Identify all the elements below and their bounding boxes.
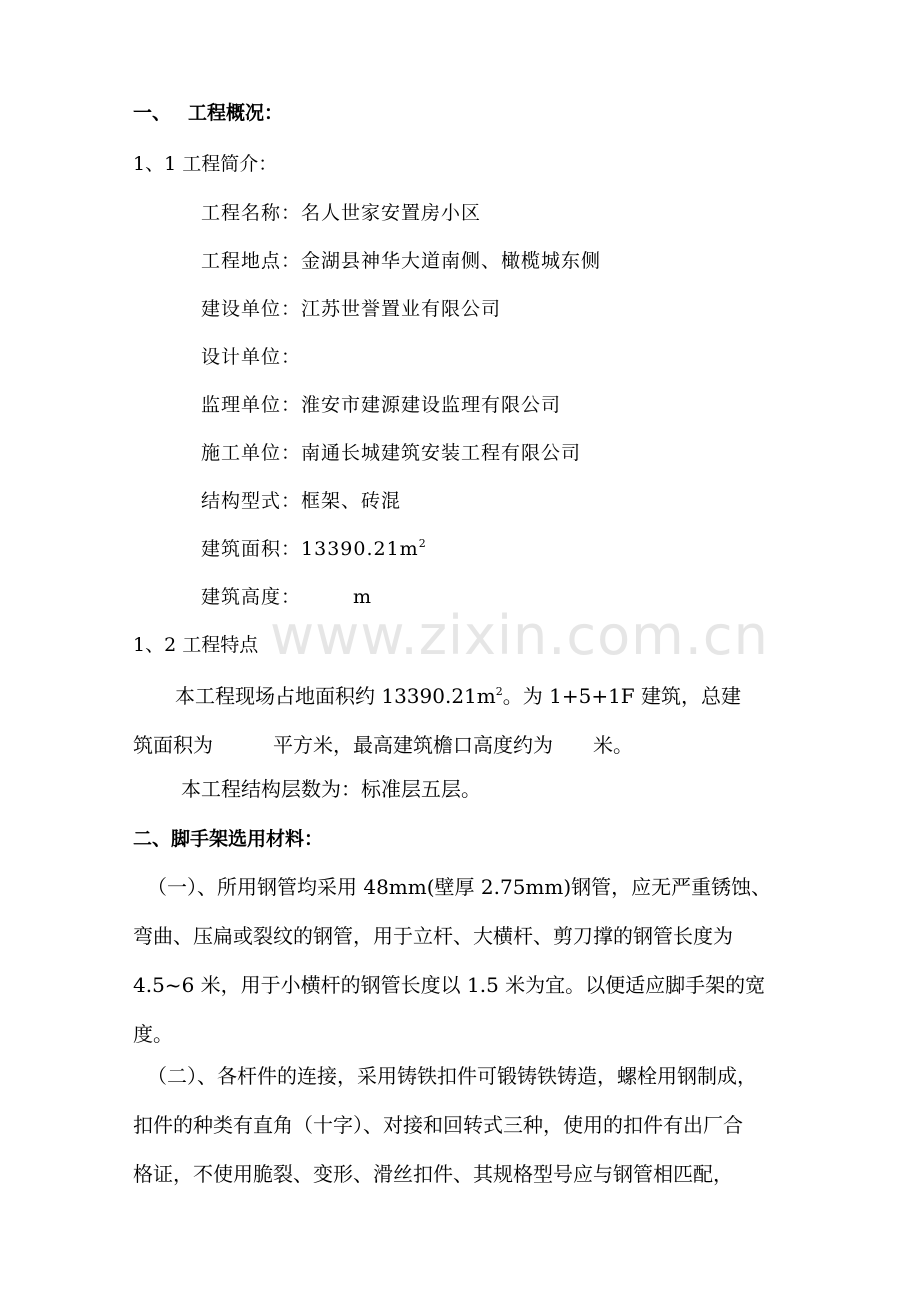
field-value: 江苏世誉置业有限公司 [301, 298, 502, 320]
paragraph-line: 4.5~6 米，用于小横杆的钢管长度以 1.5 米为宜。以便适应脚手架的宽 [133, 973, 766, 997]
paragraph-materials-1 [133, 863, 793, 1059]
field-structure-type [201, 486, 401, 513]
field-contractor [201, 438, 581, 465]
field-value: m [353, 586, 373, 608]
field-developer [201, 294, 501, 321]
section-number: 一、 [133, 102, 172, 124]
field-value: 框架、砖混 [301, 490, 402, 512]
paragraph-line: 弯曲、压扁或裂纹的钢管，用于立杆、大横杆、剪刀撑的钢管长度为 [133, 924, 733, 948]
paragraph-materials-2 [133, 1052, 793, 1199]
section-heading-2: 二、脚手架选用材料： [133, 828, 324, 850]
watermark: www.zixin.com.cn [270, 604, 769, 667]
field-project-location [201, 246, 601, 273]
field-supervisor [201, 390, 561, 417]
field-label: 工程名称： [201, 202, 302, 224]
field-building-area [201, 534, 427, 561]
text-segment: 。为 1+5+1F 建筑，总建 [502, 684, 742, 708]
field-value: 金湖县神华大道南侧、橄榄城东侧 [301, 250, 602, 272]
paragraph-project-features [133, 667, 793, 770]
section-heading-1 [133, 98, 283, 125]
field-label: 建筑高度： [201, 586, 302, 608]
field-designer [201, 342, 301, 369]
superscript: 2 [418, 537, 427, 550]
text-segment: 本工程现场占地面积约 13390.21m [175, 684, 496, 708]
field-project-name [201, 198, 481, 225]
field-value: 淮安市建源建设监理有限公司 [301, 394, 562, 416]
section-title: 工程概况： [188, 102, 284, 124]
paragraph-structure-layers [133, 765, 841, 814]
field-value: 名人世家安置房小区 [301, 202, 482, 224]
field-value: 南通长城建筑安装工程有限公司 [301, 442, 582, 464]
field-label: 设计单位： [201, 346, 302, 368]
paragraph-line: 扣件的种类有直角（十字）、对接和回转式三种，使用的扣件有出厂合 [133, 1113, 743, 1137]
superscript: 2 [495, 685, 503, 698]
field-value: 13390.21m [301, 538, 419, 560]
field-label: 建筑面积： [201, 538, 302, 560]
subsection-heading-1-2: 1、2 工程特点 [133, 634, 259, 656]
paragraph-line: （一）、所用钢管均采用 48mm(壁厚 2.75mm)钢管，应无严重锈蚀、 [147, 875, 772, 899]
field-label: 结构型式： [201, 490, 302, 512]
subsection-heading-1-1: 1、1 工程简介： [133, 153, 278, 175]
paragraph-line: （二）、各杆件的连接，采用铸铁扣件可锻铸铁铸造，螺栓用钢制成， [147, 1064, 757, 1088]
paragraph-line: 格证，不使用脆裂、变形、滑丝扣件、其规格型号应与钢管相匹配， [133, 1162, 733, 1186]
field-label: 工程地点： [201, 250, 302, 272]
field-label: 建设单位： [201, 298, 302, 320]
field-label: 施工单位： [201, 442, 302, 464]
field-label: 监理单位： [201, 394, 302, 416]
paragraph-line [133, 667, 793, 721]
paragraph-line: 筑面积为 平方米，最高建筑檐口高度约为 米。 [133, 733, 633, 757]
paragraph-line: 度。 [133, 1022, 173, 1046]
paragraph-line: 本工程结构层数为：标准层五层。 [181, 777, 481, 801]
